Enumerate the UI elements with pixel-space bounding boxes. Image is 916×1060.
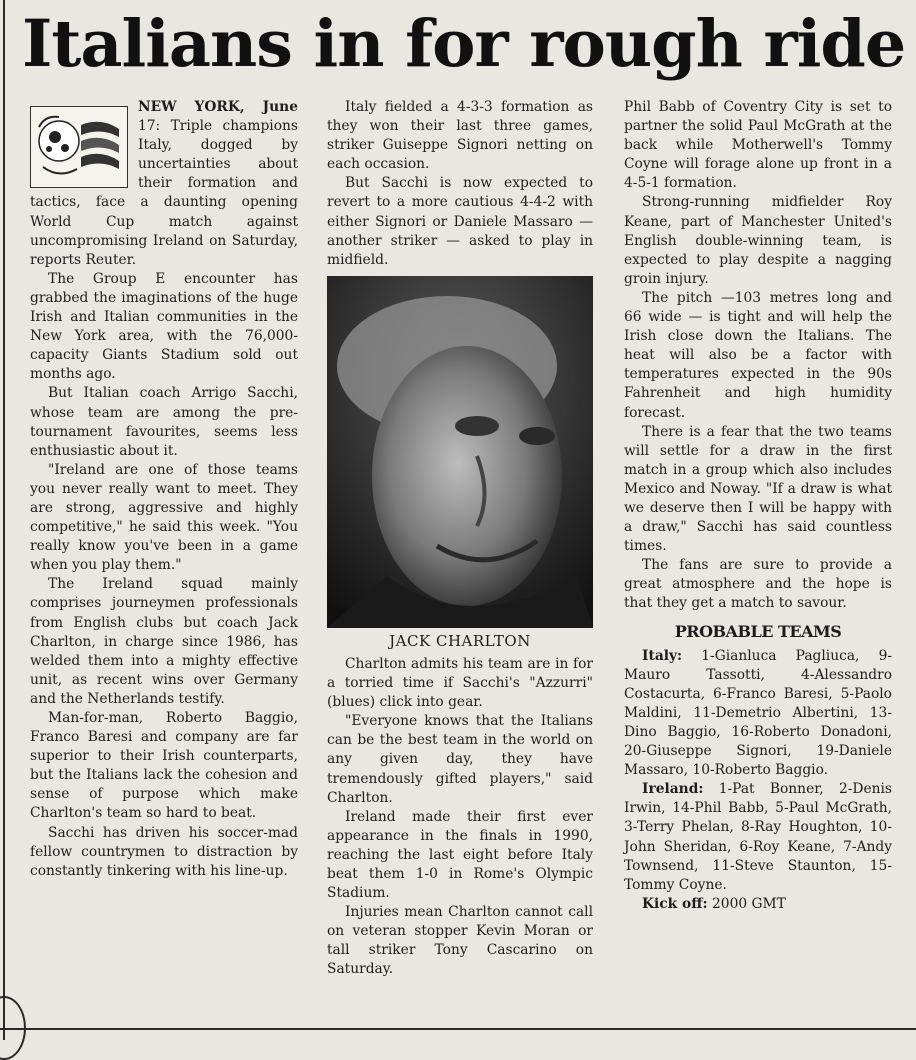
paragraph: There is a fear that the two teams will settle for a draw in the first match in a group which also includes Mexico and Noway. "If a draw is what we deserve then I will be happy with a draw," Sacchi has said countless times. xyxy=(624,423,892,555)
teams-heading: PROBABLE TEAMS xyxy=(674,621,842,641)
paragraph: The pitch —103 metres long and 66 wide — is tight and will help the Irish close down the Italians. The heat will also be a factor with temperatures expected in the 90s Fahrenheit and high humidity forecast. xyxy=(624,289,892,421)
dateline: NEW YORK, June xyxy=(138,99,298,115)
paragraph: Injuries mean Charlton cannot call on veteran stopper Kevin Moran or tall striker Tony Cascarino on Saturday. xyxy=(327,904,593,978)
paragraph: "Everyone knows that the Italians can be the best team in the world on any given day, they have tremendously gifted players," said Charlton. xyxy=(327,713,593,806)
article-column-1 xyxy=(30,98,298,881)
paragraph: Strong-running midfielder Roy Keane, part of Manchester United's English double-winning team, is expected to play despite a nagging groin injury. xyxy=(624,194,892,287)
paragraph: But Sacchi is now expected to revert to a more cautious 4-4-2 with either Signori or Daniele Massaro — another striker — asked to play in midfield. xyxy=(327,175,593,268)
italy-lineup xyxy=(624,647,892,781)
photo-caption: JACK CHARLTON xyxy=(389,631,531,650)
paragraph: "Ireland are one of those teams you never really want to meet. They are strong, aggressive and highly competitive," he said this week. "You really know you've been in a game when you play them." xyxy=(30,461,298,574)
paragraph: The Group E encounter has grabbed the imaginations of the huge Irish and Italian communities in the New York area, with the 76,000-capacity Giants Stadium sold out months ago. xyxy=(30,270,298,383)
article-column-2 xyxy=(327,98,593,980)
photo-block xyxy=(327,276,593,651)
paragraph: Italy fielded a 4-3-3 formation as they won their last three games, striker Guiseppe Signori netting on each occasion. xyxy=(327,99,593,173)
paragraph: Man-for-man, Roberto Baggio, Franco Baresi and company are far superior to their Irish counterparts, but the Italians lack the cohesion and sense of purpose which make Charlton's team so hard to beat. xyxy=(30,710,298,822)
ireland-label: Ireland: xyxy=(642,781,704,798)
kickoff-time: 2000 GMT xyxy=(712,895,786,912)
paragraph: 17: Triple champions Italy, dogged by uncertainties about their formation and tactics, face a daunting opening World Cup match against uncompromising Ireland on Saturday, reports Reuter. xyxy=(30,118,298,268)
paragraph: Ireland made their first ever appearance in the finals in 1990, reaching the last eight before Italy beat them 1-0 in Rome's Olympic Stadium. xyxy=(327,808,593,902)
ireland-lineup xyxy=(624,780,892,895)
paragraph: The fans are sure to provide a great atmosphere and the hope is that they get a match to savour. xyxy=(624,557,892,612)
article-column-3 xyxy=(624,98,892,914)
teams-block xyxy=(624,647,892,914)
paragraph: Phil Babb of Coventry City is set to partner the solid Paul McGrath at the back while Motherwell's Tommy Coyne will forage alone up front in a 4-5-1 formation. xyxy=(624,99,892,192)
italy-players: 1-Gianluca Pagliuca, 9-Mauro Tassotti, 4-Alessandro Costacurta, 6-Franco Baresi, 5-Paolo Maldini, 11-Demetrio Albertini, 13-Dino Baggio, 16-Roberto Donadoni, 20-Giuseppe Signori, 19-Daniele Massaro, 10-Roberto Baggio. xyxy=(624,647,893,779)
paragraph: The Ireland squad mainly comprises journeymen professionals from English clubs but coach Jack Charlton, in charge since 1986, has welded them into a mighty effective unit, as recent wins over Germany and the Netherlands testify. xyxy=(30,576,298,707)
paragraph: But Italian coach Arrigo Sacchi, whose team are among the pre-tournament favourites, seems less enthusiastic about it. xyxy=(30,385,298,459)
kickoff-line xyxy=(624,895,892,914)
paragraph: Sacchi has driven his soccer-mad fellow countrymen to distraction by constantly tinkering with his line-up. xyxy=(30,824,298,879)
world-cup-logo xyxy=(30,106,128,188)
ireland-players: 1-Pat Bonner, 2-Denis Irwin, 14-Phil Babb, 5-Paul McGrath, 3-Terry Phelan, 8-Ray Houghton, 10-John Sheridan, 6-Roy Keane, 7-Andy Townsend, 11-Steve Staunton, 15-Tommy Coyne. xyxy=(624,781,892,893)
headline: Italians in for rough ride xyxy=(22,6,906,82)
corner-arc xyxy=(0,996,26,1060)
paragraph: Charlton admits his team are in for a torried time if Sacchi's "Azzurri" (blues) click into gear. xyxy=(327,655,593,711)
portrait-photo xyxy=(327,276,593,628)
kickoff-label: Kick off: xyxy=(642,895,708,912)
page-left-rule xyxy=(3,0,5,1040)
italy-label: Italy: xyxy=(642,647,683,664)
page-bottom-rule xyxy=(0,1028,916,1030)
